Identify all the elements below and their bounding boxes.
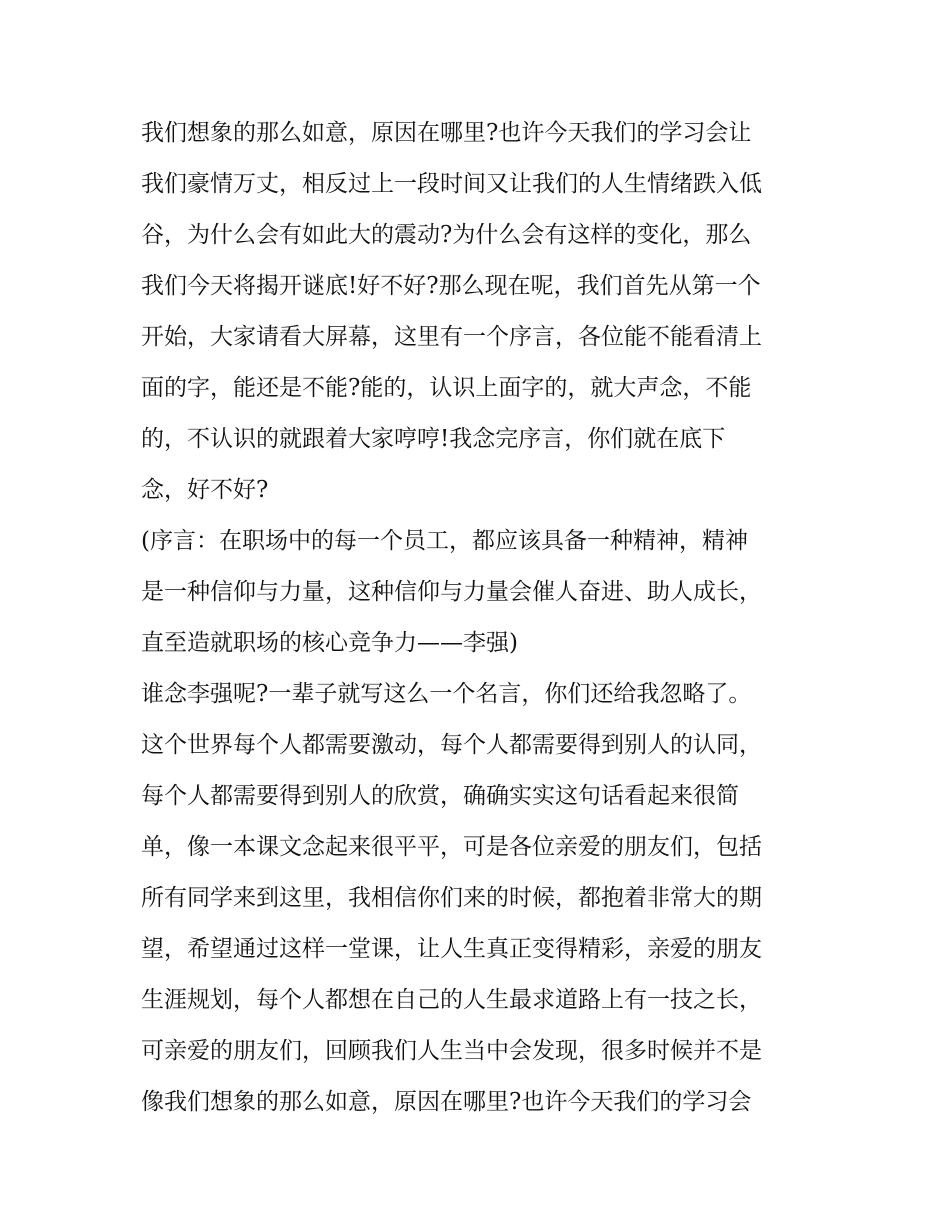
text-line: 生涯规划，每个人都想在自己的人生最求道路上有一技之长，: [141, 987, 762, 1013]
preface-line: 是一种信仰与力量，这种信仰与力量会催人奋进、助人成长，: [141, 579, 762, 605]
text-line: 开始，大家请看大屏幕，这里有一个序言，各位能不能看清上: [141, 324, 762, 350]
text-line: 可亲爱的朋友们，回顾我们人生当中会发现，很多时候并不是: [141, 1038, 762, 1064]
text-line: 望，希望通过这样一堂课，让人生真正变得精彩，亲爱的朋友: [141, 936, 762, 962]
text-line: 的，不认识的就跟着大家哼哼!我念完序言，你们就在底下: [141, 426, 726, 452]
text-line: 我们想象的那么如意，原因在哪里?也许今天我们的学习会让: [141, 120, 752, 146]
preface-line: (序言：在职场中的每一个员工，都应该具备一种精神，精神: [141, 528, 748, 554]
text-line: 所有同学来到这里，我相信你们来的时候，都抱着非常大的期: [141, 885, 762, 911]
text-line: 这个世界每个人都需要激动，每个人都需要得到别人的认同，: [141, 732, 762, 758]
preface-line: 直至造就职场的核心竞争力——李强): [141, 630, 518, 656]
body-text: [141, 108, 821, 1128]
text-line: 面的字，能还是不能?能的，认识上面字的，就大声念，不能: [141, 375, 752, 401]
text-line: 谷，为什么会有如此大的震动?为什么会有这样的变化，那么: [141, 222, 752, 248]
text-line: 念，好不好?: [141, 477, 269, 503]
text-line: 谁念李强呢?一辈子就写这么一个名言，你们还给我忽略了。: [141, 681, 752, 707]
text-line: 每个人都需要得到别人的欣赏，确确实实这句话看起来很简: [141, 783, 739, 809]
text-line: 我们豪情万丈，相反过上一段时间又让我们的人生情绪跌入低: [141, 171, 762, 197]
text-line: 单，像一本课文念起来很平平，可是各位亲爱的朋友们，包括: [141, 834, 762, 860]
text-line: 像我们想象的那么如意，原因在哪里?也许今天我们的学习会: [141, 1089, 752, 1115]
text-line: 我们今天将揭开谜底!好不好?那么现在呢，我们首先从第一个: [141, 273, 761, 299]
